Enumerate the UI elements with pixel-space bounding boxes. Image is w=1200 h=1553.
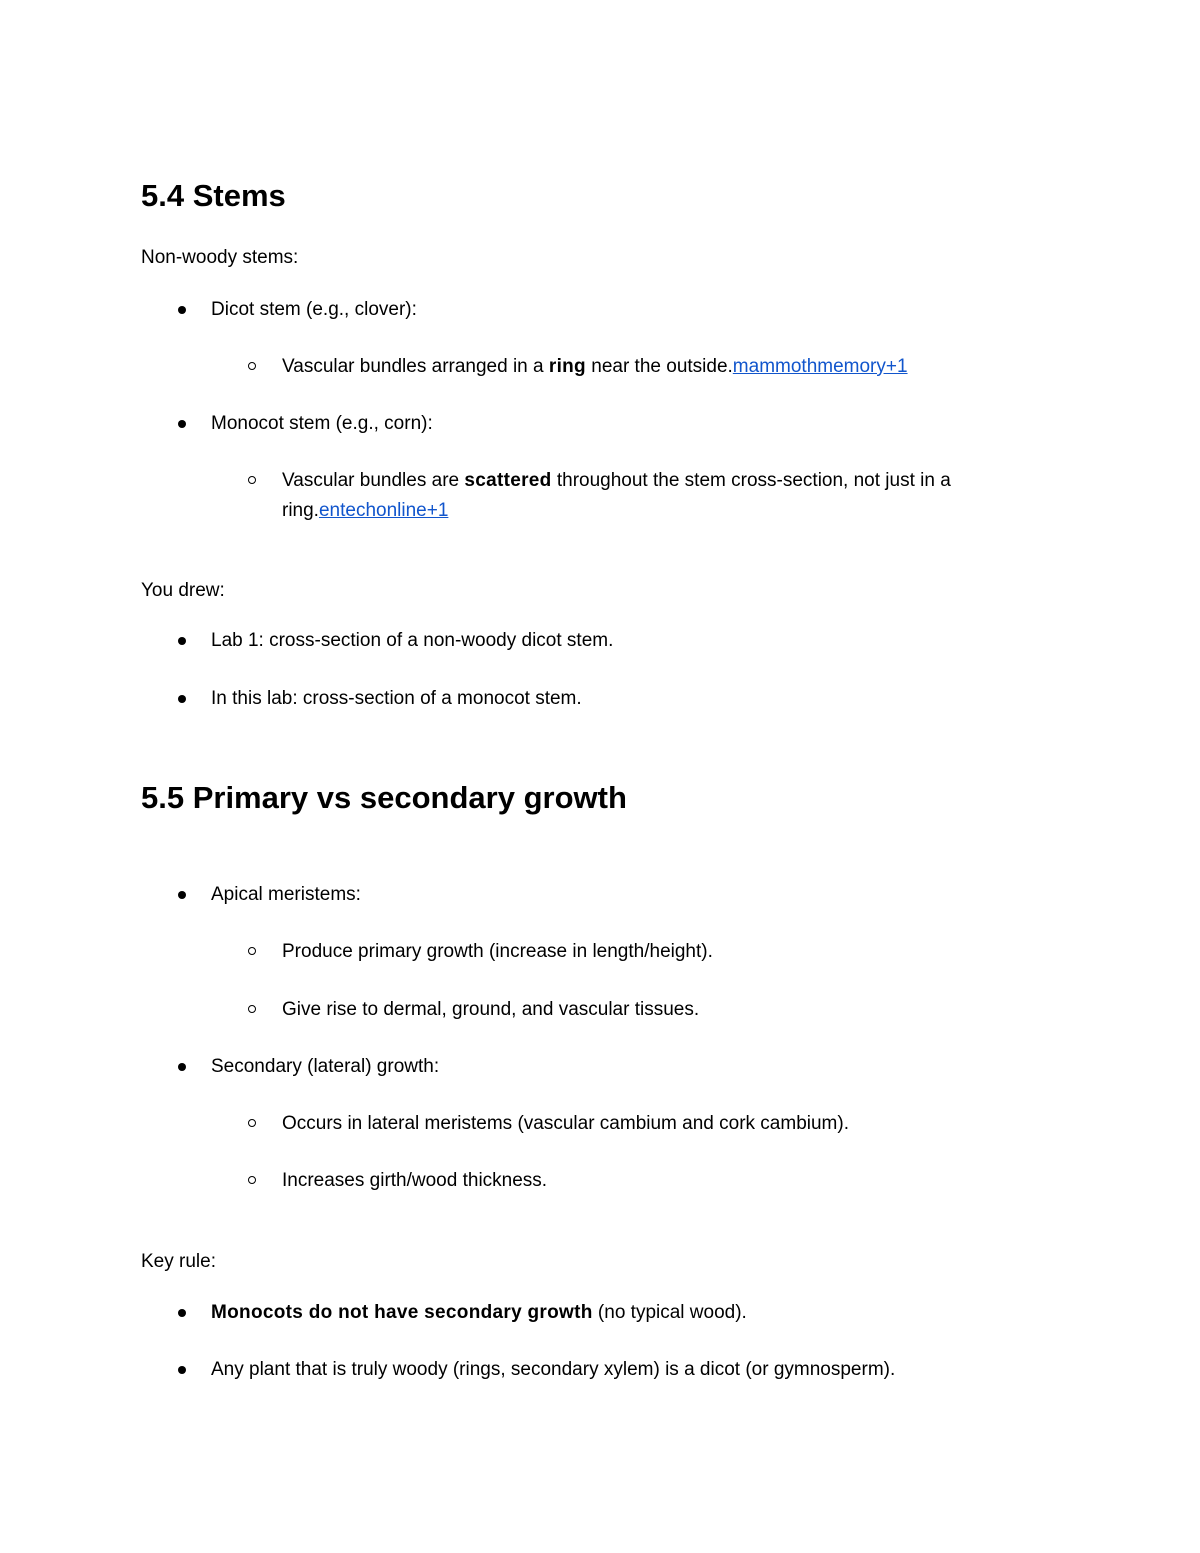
section-heading-5-4: 5.4 Stems	[141, 178, 286, 213]
bullet-circle-icon	[248, 476, 256, 484]
section-heading-5-5: 5.5 Primary vs secondary growth	[141, 780, 627, 815]
sublist-item-primary-growth	[282, 937, 713, 967]
list-item-text: In this lab: cross-section of a monocot stem.	[211, 688, 582, 709]
bullet-circle-icon	[248, 1005, 256, 1013]
bullet-disc-icon	[178, 306, 186, 314]
list-item-secondary	[211, 1052, 439, 1082]
sublist-item-girth	[282, 1166, 547, 1196]
sublist-text: Increases girth/wood thickness.	[282, 1170, 548, 1191]
list-item-text: Any plant that is truly woody (rings, secondary xylem) is a dicot (or gymnosperm).	[211, 1359, 896, 1380]
sublist-item-monocot-scattered	[282, 466, 1042, 526]
sublist-text: throughout the stem cross-section, not just in a ring.	[282, 470, 951, 521]
bullet-disc-icon	[178, 891, 186, 899]
list-item-apical	[211, 880, 361, 910]
bullet-disc-icon	[178, 637, 186, 645]
list-item-woody-rule	[211, 1355, 895, 1385]
bold-term-scattered: scattered	[464, 470, 552, 491]
sublist-text: Vascular bundles arranged in a	[282, 356, 549, 377]
list-item-dicot	[211, 295, 417, 325]
bullet-disc-icon	[178, 1366, 186, 1374]
list-item-text: Secondary (lateral) growth:	[211, 1056, 440, 1077]
list-item-this-lab	[211, 684, 582, 714]
list-item-text: Lab 1: cross-section of a non-woody dicot stem.	[211, 630, 614, 651]
you-drew-label: You drew:	[141, 580, 225, 601]
bullet-disc-icon	[178, 1063, 186, 1071]
bullet-disc-icon	[178, 1309, 186, 1317]
key-rule-label: Key rule:	[141, 1251, 216, 1272]
bold-term-ring: ring	[548, 356, 586, 377]
sublist-text: Vascular bundles are	[282, 470, 465, 491]
sublist-text: Occurs in lateral meristems (vascular cambium and cork cambium).	[282, 1113, 849, 1134]
list-item-monocot-rule	[211, 1298, 747, 1328]
sublist-item-lateral-meristems	[282, 1109, 849, 1139]
source-link-mammothmemory[interactable]: mammothmemory+1	[732, 356, 908, 377]
bullet-circle-icon	[248, 362, 256, 370]
bold-rule-text: Monocots do not have secondary growth	[211, 1302, 593, 1323]
sublist-item-dicot-ring	[282, 352, 908, 382]
sublist-item-tissues	[282, 995, 699, 1025]
non-woody-intro: Non-woody stems:	[141, 247, 299, 268]
source-link-entechonline[interactable]: entechonline+1	[318, 500, 449, 521]
sublist-text: Produce primary growth (increase in length/height).	[282, 941, 713, 962]
bullet-disc-icon	[178, 420, 186, 428]
list-item-text: (no typical wood).	[592, 1302, 747, 1323]
list-item-text: Dicot stem (e.g., clover):	[211, 299, 417, 320]
bullet-circle-icon	[248, 1119, 256, 1127]
bullet-disc-icon	[178, 695, 186, 703]
sublist-text: near the outside.	[585, 356, 733, 377]
list-item-text: Monocot stem (e.g., corn):	[211, 413, 433, 434]
list-item-text: Apical meristems:	[211, 884, 361, 905]
list-item-monocot	[211, 409, 433, 439]
list-item-lab1	[211, 626, 613, 656]
bullet-circle-icon	[248, 947, 256, 955]
sublist-text: Give rise to dermal, ground, and vascular tissues.	[282, 999, 700, 1020]
bullet-circle-icon	[248, 1176, 256, 1184]
